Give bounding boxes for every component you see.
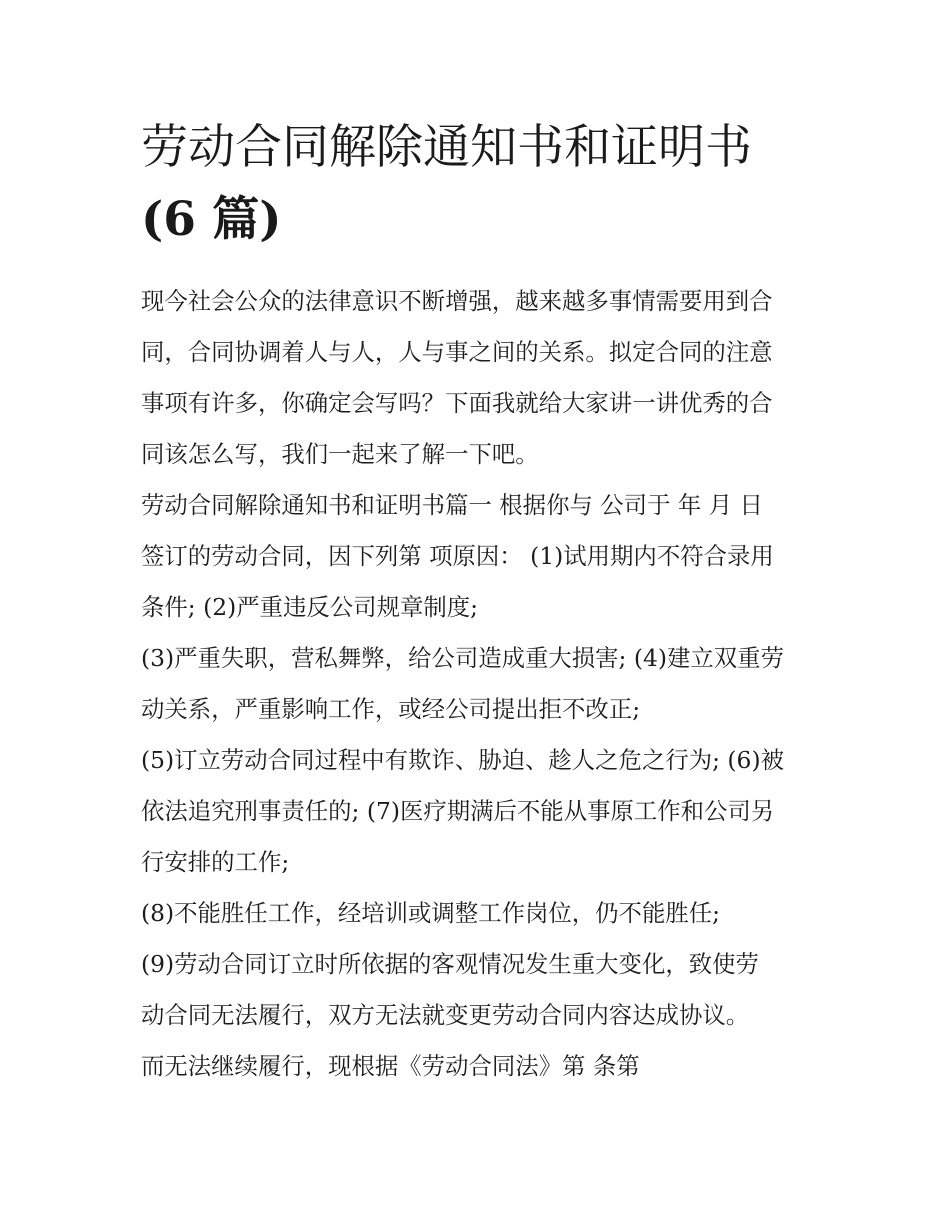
paragraph-line: 劳动合同解除通知书和证明书篇一 根据你与 公司于 年 月 日 — [141, 491, 763, 519]
paragraph-notice-start — [141, 480, 813, 633]
paragraph-line: (5)订立劳动合同过程中有欺诈、胁迫、趁人之危之行为; (6)被 — [141, 746, 784, 774]
paragraph-line: 同，合同协调着人与人，人与事之间的关系。拟定合同的注意 — [141, 338, 773, 366]
paragraph-line: 行安排的工作; — [141, 848, 290, 876]
title-line-2: (6 篇) — [141, 192, 282, 247]
paragraph-line: 而无法继续履行，现根据《劳动合同法》第 条第 — [141, 1052, 640, 1080]
title-line-1: 劳动合同解除通知书和证明书 — [141, 120, 752, 175]
paragraph-intro — [141, 276, 813, 480]
paragraph-item-3-4 — [141, 633, 813, 735]
paragraph-line: (8)不能胜任工作，经培训或调整工作岗位，仍不能胜任; — [141, 899, 720, 927]
paragraph-line: 依法追究刑事责任的; (7)医疗期满后不能从事原工作和公司另 — [141, 797, 775, 825]
paragraph-line: 签订的劳动合同，因下列第 项原因： (1)试用期内不符合录用 — [141, 542, 774, 570]
document-body — [141, 112, 813, 1092]
paragraph-line: 同该怎么写，我们一起来了解一下吧。 — [141, 440, 539, 468]
paragraph-line: (9)劳动合同订立时所依据的客观情况发生重大变化，致使劳 — [141, 950, 759, 978]
document-title — [141, 112, 813, 256]
paragraph-line: 动合同无法履行，双方无法就变更劳动合同内容达成协议。 — [141, 1001, 750, 1029]
paragraph-item-8 — [141, 888, 813, 939]
paragraph-closing — [141, 1041, 813, 1092]
paragraph-line: 条件; (2)严重违反公司规章制度; — [141, 593, 479, 621]
paragraph-item-5-7 — [141, 735, 813, 888]
paragraph-item-9 — [141, 939, 813, 1041]
paragraph-line: 事项有许多，你确定会写吗？下面我就给大家讲一讲优秀的合 — [141, 389, 773, 417]
paragraph-line: (3)严重失职，营私舞弊，给公司造成重大损害; (4)建立双重劳 — [141, 644, 784, 672]
paragraph-line: 动关系，严重影响工作，或经公司提出拒不改正; — [141, 695, 641, 723]
paragraph-line: 现今社会公众的法律意识不断增强，越来越多事情需要用到合 — [141, 287, 773, 315]
